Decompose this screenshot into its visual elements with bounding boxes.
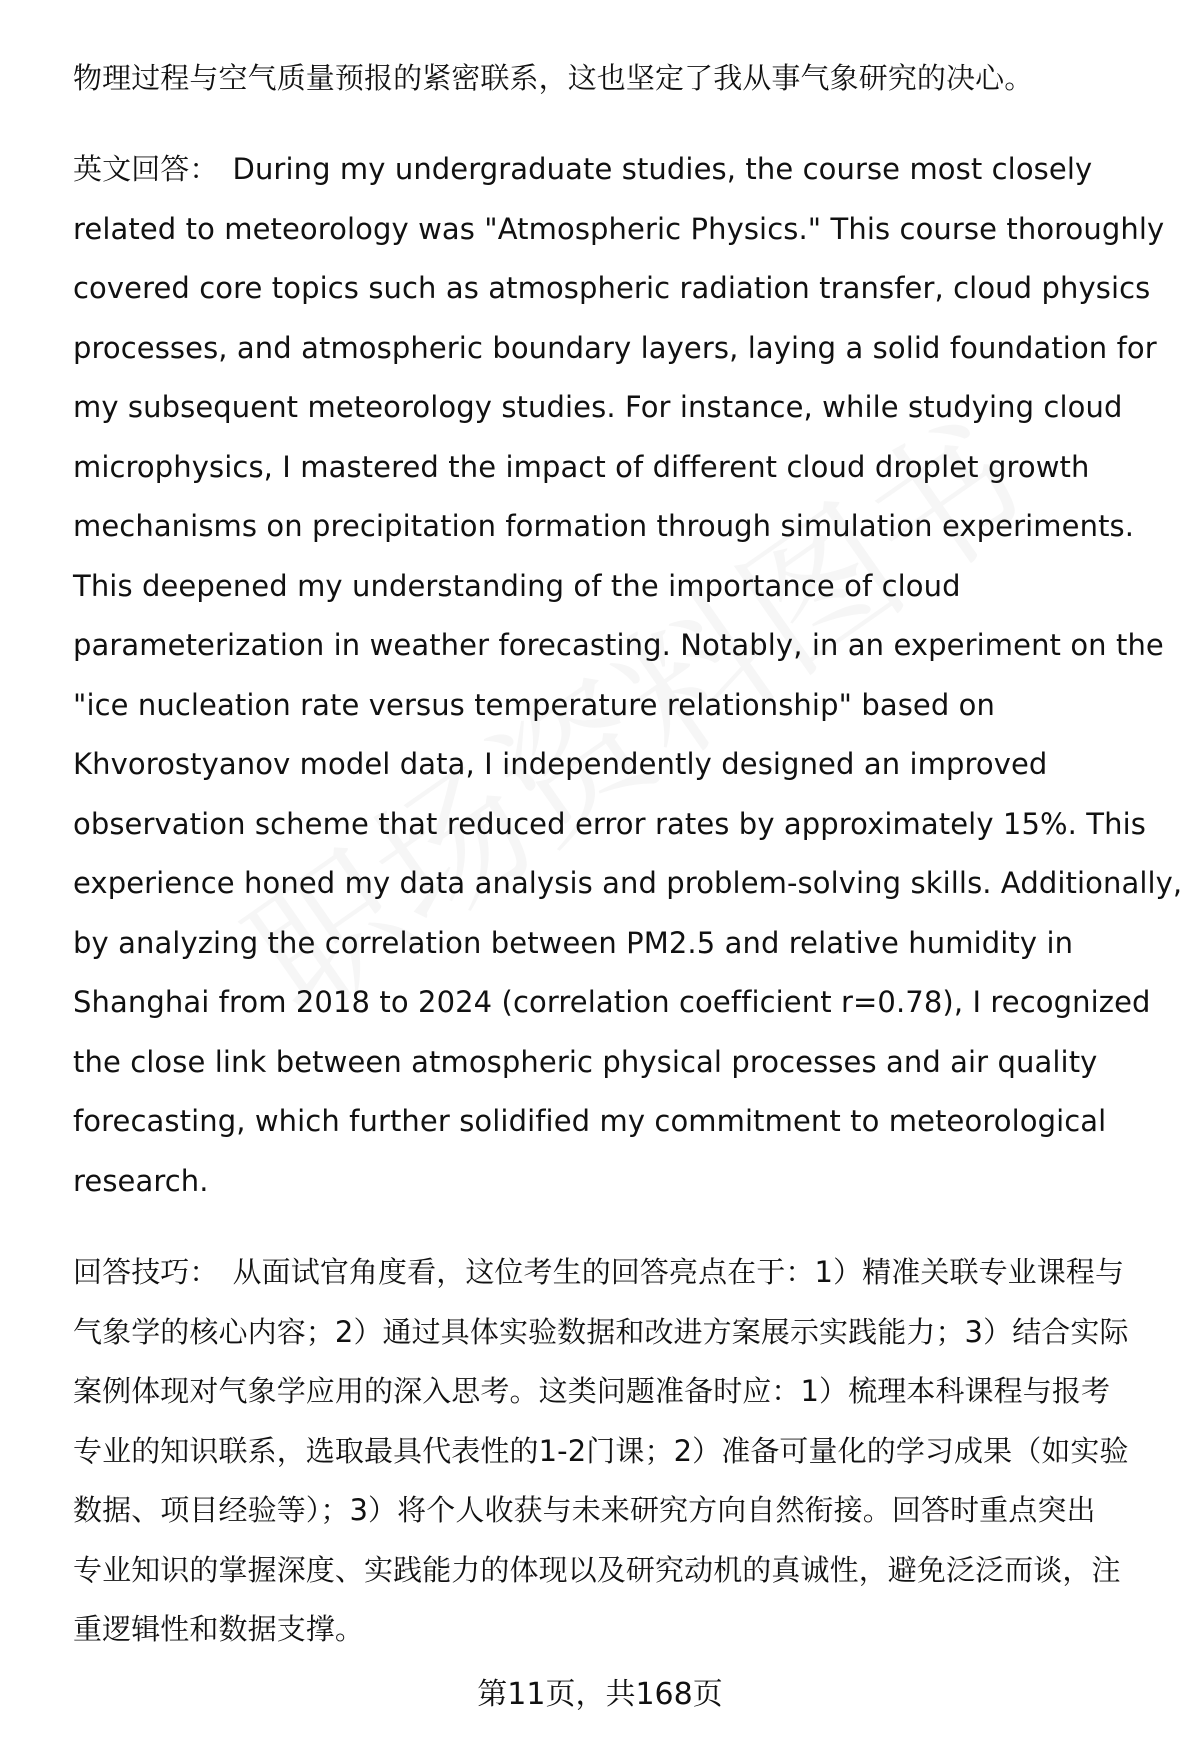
english-answer-line <box>73 387 1122 427</box>
english-answer-line <box>73 982 1151 1022</box>
english-answer-text: processes, and atmospheric boundary layers, laying a solid foundation for <box>73 330 1157 365</box>
tips-text: 数据、项目经验等）；3）将个人收获与未来研究方向自然衔接。回答时重点突出 <box>73 1493 1096 1527</box>
tips-line <box>73 1312 1129 1352</box>
english-answer-text: my subsequent meteorology studies. For instance, while studying cloud <box>73 390 1123 424</box>
english-answer-line <box>73 744 1047 784</box>
tips-text: 从面试官角度看，这位考生的回答亮点在于：1）精准关联专业课程与 <box>232 1255 1125 1289</box>
english-answer-text: parameterization in weather forecasting. Notably, in an experiment on the <box>73 628 1164 662</box>
english-answer-text: Khvorostyanov model data, I independently designed an improved <box>73 747 1048 781</box>
tips-line <box>73 1371 1110 1411</box>
english-answer-line <box>73 268 1150 308</box>
english-answer-text: observation scheme that reduced error rates by approximately 15%. This <box>73 806 1146 841</box>
tips-text: 气象学的核心内容；2）通过具体实验数据和改进方案展示实践能力；3）结合实际 <box>73 1314 1129 1349</box>
english-answer-line <box>73 1161 209 1201</box>
english-answer-text: During my undergraduate studies, the course most closely <box>232 152 1093 186</box>
english-answer-line <box>73 1042 1097 1082</box>
tips-text: 专业的知识联系，选取最具代表性的1-2门课；2）准备可量化的学习成果（如实验 <box>73 1433 1129 1468</box>
english-answer-line <box>73 149 1092 189</box>
english-answer-line <box>73 625 1164 665</box>
english-answer-line <box>73 506 1134 546</box>
tips-line <box>73 1431 1129 1471</box>
english-answer-text: covered core topics such as atmospheric radiation transfer, cloud physics <box>73 271 1151 305</box>
english-answer-line <box>73 328 1157 368</box>
english-answer-line <box>73 209 1164 249</box>
english-answer-text: This deepened my understanding of the importance of cloud <box>73 568 961 603</box>
english-answer-line <box>73 685 995 725</box>
english-answer-text: research. <box>73 1163 209 1198</box>
tips-line <box>73 1609 364 1649</box>
tips-text: 案例体现对气象学应用的深入思考。这类问题准备时应：1）梳理本科课程与报考 <box>73 1374 1111 1408</box>
english-answer-line <box>73 923 1073 963</box>
english-answer-line <box>73 863 1182 903</box>
english-answer-line <box>73 1101 1106 1141</box>
english-answer-text: microphysics, I mastered the impact of different cloud droplet growth <box>73 449 1090 484</box>
english-answer-text: "ice nucleation rate versus temperature relationship" based on <box>73 687 996 722</box>
english-answer-line <box>73 566 961 606</box>
tips-text: 专业知识的掌握深度、实践能力的体现以及研究动机的真诚性，避免泛泛而谈，注 <box>73 1552 1121 1587</box>
english-answer-text: the close link between atmospheric physical processes and air quality <box>73 1044 1098 1079</box>
english-answer-text: experience honed my data analysis and problem-solving skills. Additionally, <box>73 866 1183 900</box>
tips-line <box>73 1490 1096 1530</box>
tips-label: 回答技巧： <box>73 1255 219 1289</box>
tips-line <box>73 1252 1124 1292</box>
english-answer-text: related to meteorology was "Atmospheric Physics." This course thoroughly <box>73 211 1165 246</box>
english-answer-line <box>73 804 1146 844</box>
english-answer-text: by analyzing the correlation between PM2.5 and relative humidity in <box>73 925 1074 960</box>
tips-line <box>73 1550 1121 1590</box>
english-answer-line <box>73 447 1089 487</box>
english-answer-text: mechanisms on precipitation formation through simulation experiments. <box>73 509 1135 543</box>
english-answer-text: forecasting, which further solidified my commitment to meteorological <box>73 1104 1107 1138</box>
page-number: 第11页，共168页 <box>477 1677 723 1712</box>
intro-tail-line: 物理过程与空气质量预报的紧密联系，这也坚定了我从事气象研究的决心。 <box>73 61 1034 95</box>
english-answer-label: 英文回答： <box>73 152 219 186</box>
tips-text: 重逻辑性和数据支撑。 <box>73 1612 365 1646</box>
english-answer-text: Shanghai from 2018 to 2024 (correlation coefficient r=0.78), I recognized <box>73 985 1151 1019</box>
